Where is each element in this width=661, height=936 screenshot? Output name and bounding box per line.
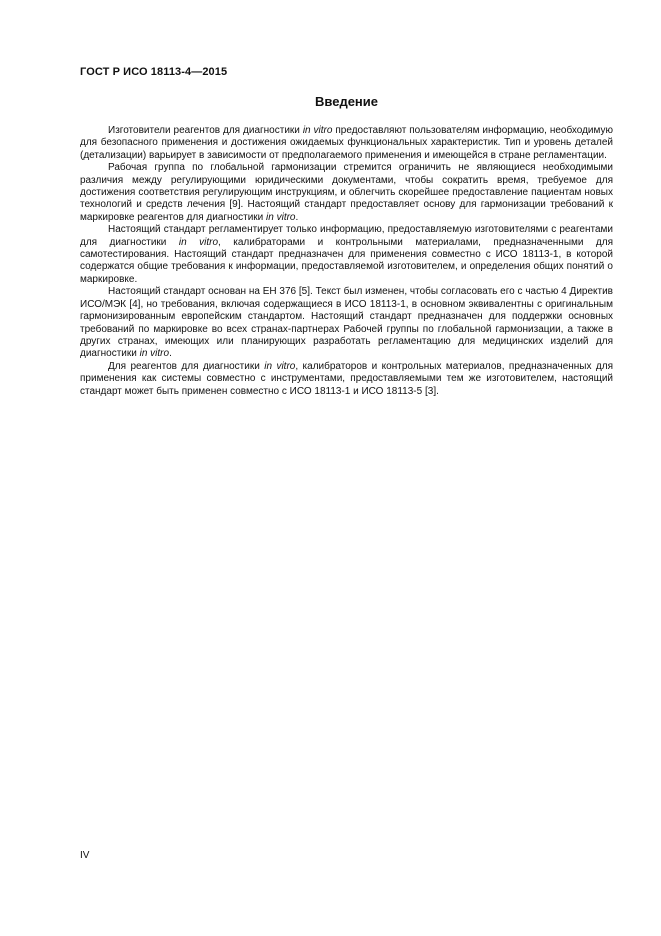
paragraph-text: Настоящий стандарт регламентирует только информацию, предоставляемую изготовителями с реагентами для диагностики — [80, 224, 613, 248]
paragraph-text: Для реагентов для диагностики — [108, 360, 265, 372]
paragraph-text: предоставляют пользователям информацию, необходимую для безопасного применения и достижения ожидаемых функциональных характеристик. Тип и уровень деталей (детализации) варьирует в зависимости от предполагаемого применения и имеющейся в стране регламентации. — [80, 125, 614, 161]
italic-term: in vitro — [139, 348, 170, 360]
italic-term: in vitro — [302, 125, 333, 136]
paragraph-text: Изготовители реагентов для диагностики — [108, 125, 303, 136]
body-paragraph — [80, 224, 613, 286]
body-paragraph — [80, 162, 613, 224]
italic-term: in vitro — [178, 236, 219, 248]
paragraph-text: , калибраторами и контрольными материалами, предназначенными для самотестирования. Настоящий стандарт предназначен для применения совместно с ИСО 18113-1, в которой содержатся общие требования к информации, предоставляемой изготовителем, и определения общих понятий о маркировке. — [80, 236, 614, 285]
section-title: Введение — [315, 94, 378, 109]
italic-term: in vitro — [264, 360, 296, 372]
italic-term: in vitro — [266, 211, 296, 223]
paragraph-text: . — [169, 348, 172, 360]
introduction-body — [80, 125, 613, 398]
paragraph-text: Рабочая группа по глобальной гармонизации стремится ограничить не являющиеся необходимыми различия между регулирующими юридическими документами, чтобы сократить время, требуемое для достижения соответствия регулирующим инструкциям, и облегчить скорейшее предоставление пациентам новых технологий и средств лечения [9]. Настоящий стандарт предоставляет основу для гармонизации требований к маркировке реагентов для диагностики — [80, 162, 613, 223]
page-number: IV — [80, 850, 90, 861]
document-header: ГОСТ Р ИСО 18113-4—2015 — [80, 66, 228, 78]
paragraph-text: , калибраторов и контрольных материалов, предназначенных для применения как системы совместно с инструментами, предоставляемыми тем же изготовителем, настоящий стандарт может быть применен совместно с ИСО 18113-1 и ИСО 18113-5 [3]. — [80, 360, 614, 397]
paragraph-text: Настоящий стандарт основан на ЕН 376 [5]. Текст был изменен, чтобы согласовать его с частью 4 Директив ИСО/МЭК [4], но требования, включая содержащиеся в ИСО 18113-1, в основном эквивалентны с оригинальным гармонизированным европейским стандартом. Настоящий стандарт предназначен для поддержки основных требований по маркировке во всех странах-партнерах Рабочей группы по глобальной гармонизации, а также в других странах, имеющих или планирующих разработать регламентацию для медицинских изделий для диагностики — [80, 286, 613, 360]
paragraph-text: . — [295, 211, 299, 223]
body-paragraph — [80, 361, 613, 398]
body-paragraph — [80, 125, 613, 162]
body-paragraph — [80, 286, 613, 360]
